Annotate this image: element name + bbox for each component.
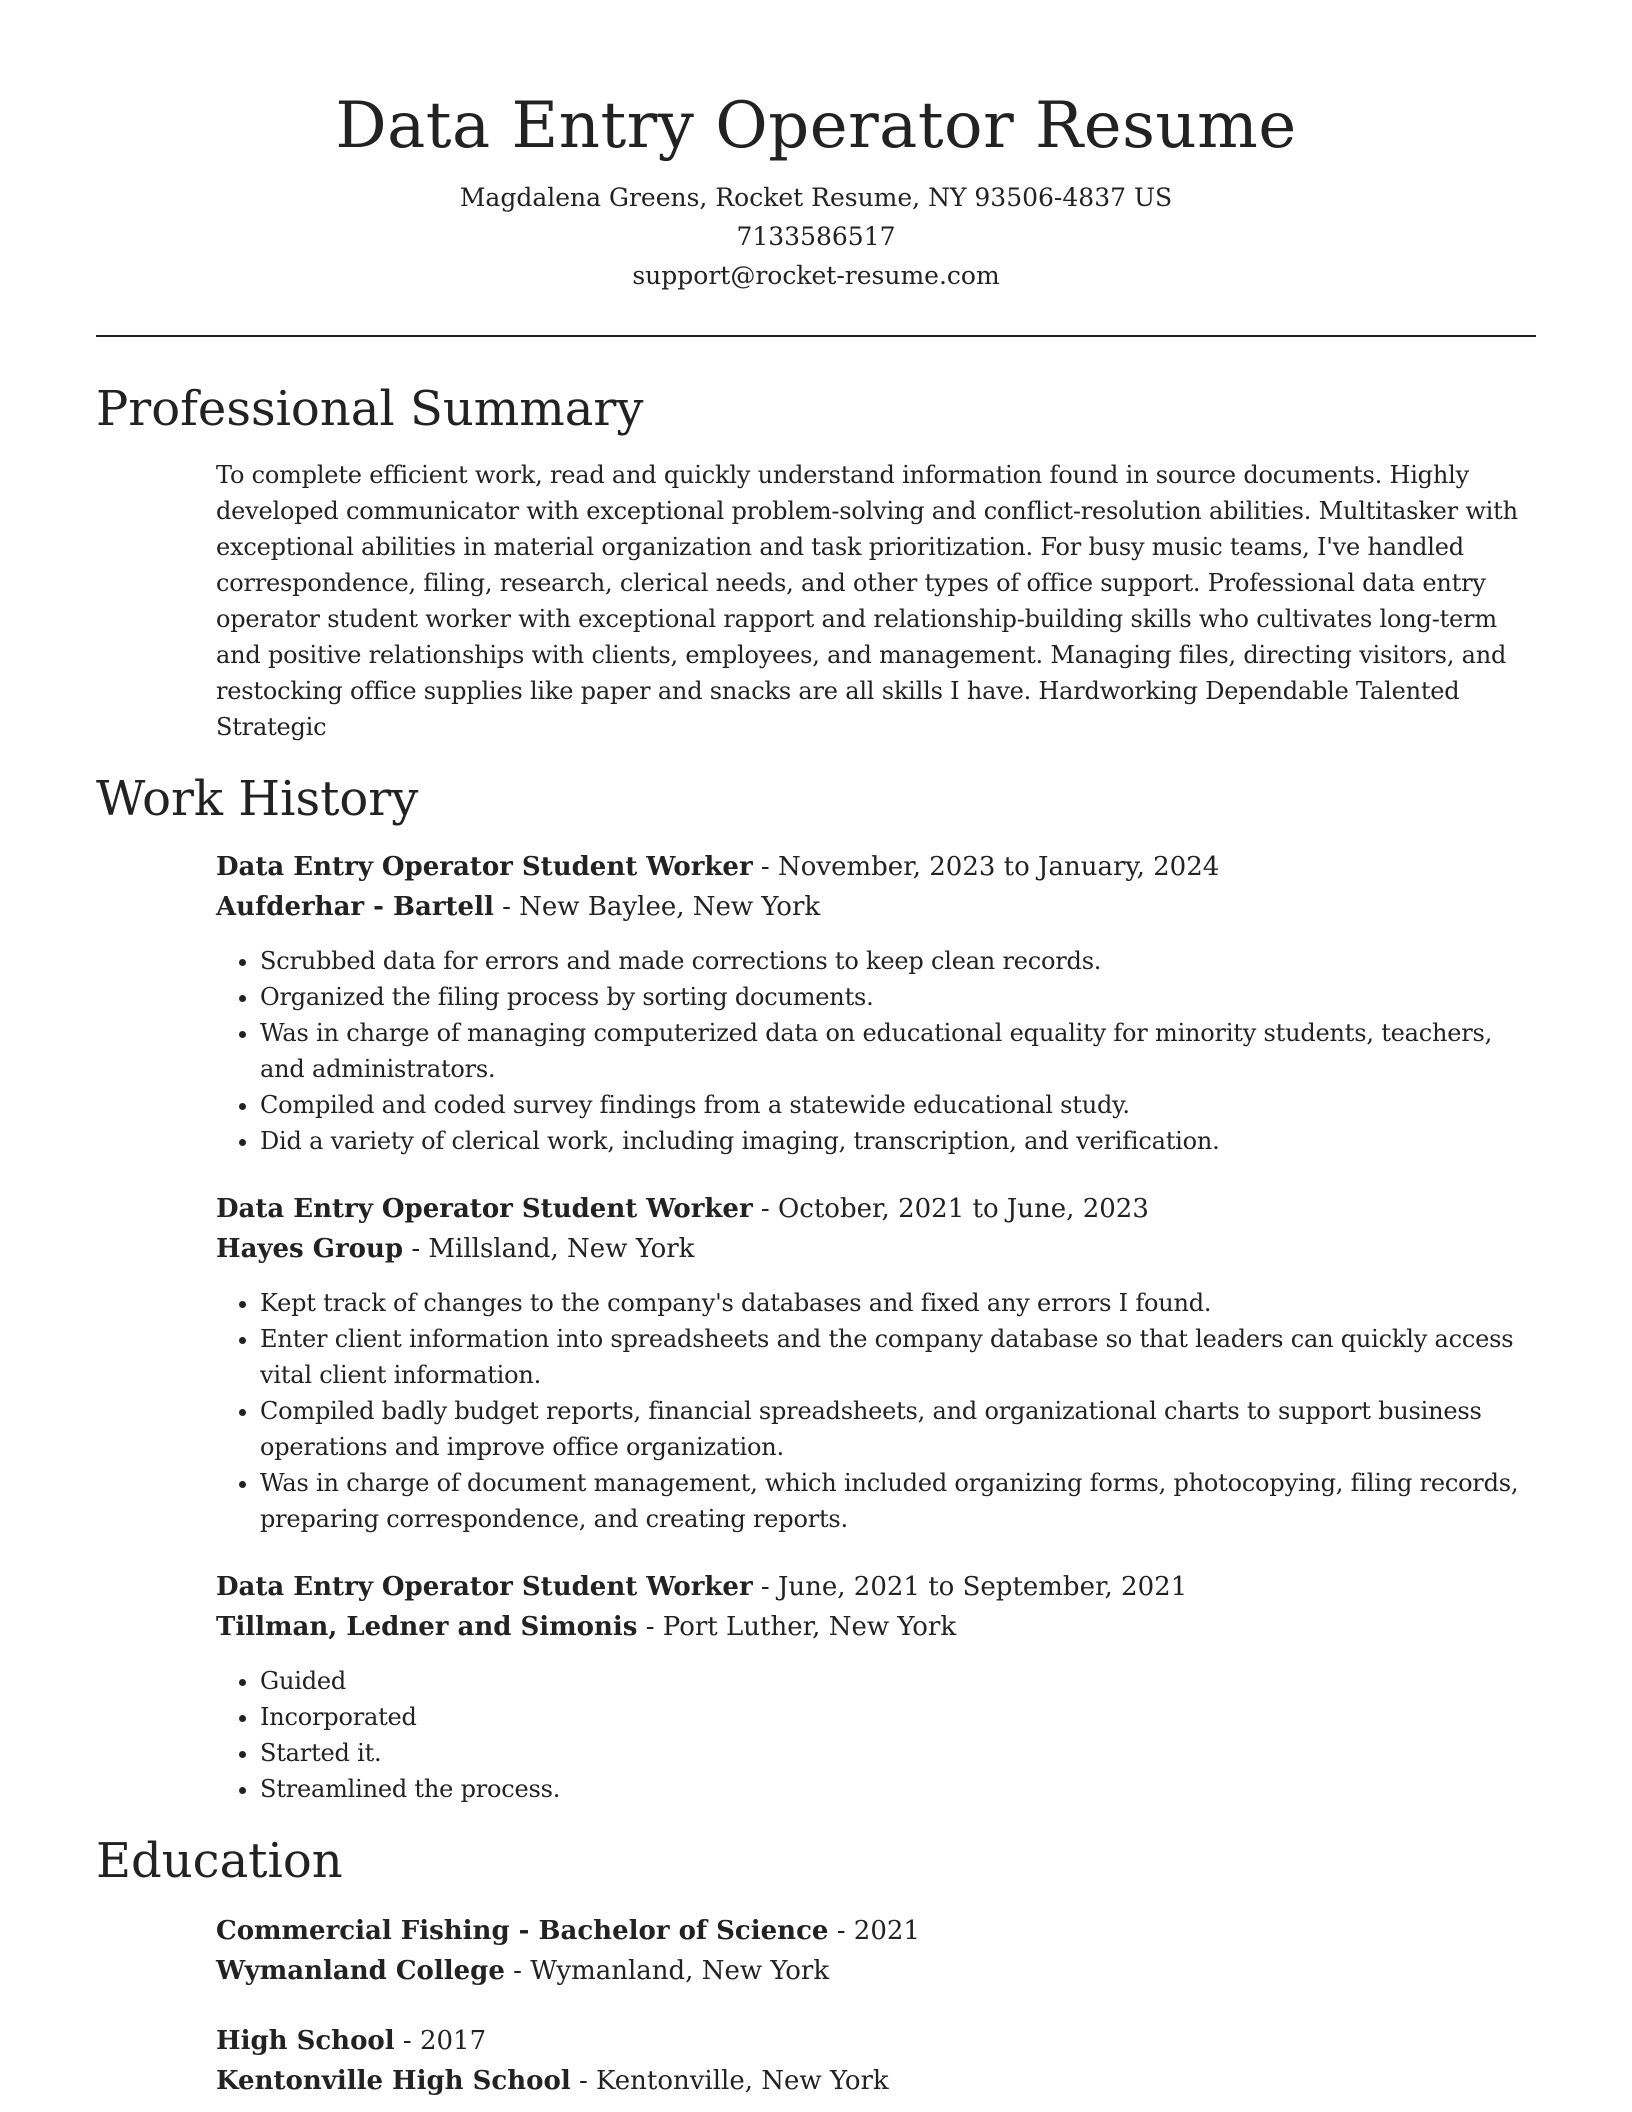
job-bullet: • Guided [260,1663,1536,1699]
job-title-line [216,1567,1536,1607]
job-company-line [216,1607,1536,1647]
job-bullet: • Scrubbed data for errors and made corrections to keep clean records. [260,943,1536,979]
job-company-line [216,887,1536,927]
job-bullets [216,943,1536,1159]
contact-address: Magdalena Greens, Rocket Resume, NY 93506-4837 US [459,183,1173,212]
summary-text: To complete efficient work, read and quickly understand information found in source documents. Highly developed communicator with exceptional problem-solving and conflict-resolution abilities. Multitasker with exceptional abilities in material organization and task prioritization. For busy music teams, I've handled correspondence, filing, research, clerical needs, and other types of office support. Professional data entry operator student worker with exceptional rapport and relationship-building skills who cultivates long-term and positive relationships with clients, employees, and management. Managing files, directing visitors, and restocking office supplies like paper and snacks are all skills I have. Hardworking Dependable Talented Strategic [216,461,1518,741]
education-school: Kentonville High School [216,2066,571,2096]
job-dates: - June, 2021 to September, 2021 [752,1572,1188,1602]
summary-heading: Professional Summary [96,381,644,437]
education-degree-line [216,2021,1536,2061]
job-bullet: • Compiled and coded survey findings from a statewide educational study. [260,1087,1536,1123]
summary-section [96,379,1536,745]
job-bullet: • Did a variety of clerical work, including imaging, transcription, and verification. [260,1123,1536,1159]
job-bullet: • Was in charge of document management, which included organizing forms, photocopying, filing records, preparing correspondence, and creating reports. [260,1465,1536,1537]
contact-phone: 7133586517 [736,222,896,251]
job-company-line [216,1229,1536,1269]
work-history-heading: Work History [96,771,419,827]
education-school-line [216,2061,1536,2101]
work-history-body [216,847,1536,1807]
resume-header [96,0,1536,295]
resume-page [96,0,1536,2101]
education-heading: Education [96,1833,343,1889]
header-divider [96,335,1536,337]
job-location: - Port Luther, New York [637,1612,957,1642]
job-bullets [216,1663,1536,1807]
job-bullet: • Was in charge of managing computerized data on educational equality for minority students, teachers, and administrators. [260,1015,1536,1087]
job-bullet: • Enter client information into spreadsheets and the company database so that leaders can quickly access vital client information. [260,1321,1536,1393]
job-title-line [216,1189,1536,1229]
education-degree: Commercial Fishing - Bachelor of Science [216,1916,829,1946]
job-bullets [216,1285,1536,1537]
job-dates: - October, 2021 to June, 2023 [752,1194,1149,1224]
job-entry [216,1567,1536,1807]
job-company: Tillman, Ledner and Simonis [216,1612,638,1642]
education-degree-line [216,1911,1536,1951]
job-dates: - November, 2023 to January, 2024 [752,852,1220,882]
job-bullet: • Started it. [260,1735,1536,1771]
education-body [216,1911,1536,2101]
job-title: Data Entry Operator Student Worker [216,1572,753,1602]
education-entry [216,1911,1536,1991]
job-entry [216,1189,1536,1537]
education-degree: High School [216,2026,395,2056]
summary-body [216,457,1536,745]
contact-block [96,178,1536,295]
job-bullet: • Kept track of changes to the company's databases and fixed any errors I found. [260,1285,1536,1321]
education-location: - Kentonville, New York [570,2066,889,2096]
work-history-section [96,769,1536,1807]
education-year: - 2021 [828,1916,920,1946]
job-company: Hayes Group [216,1234,404,1264]
education-year: - 2017 [394,2026,487,2056]
job-location: - New Baylee, New York [493,892,821,922]
job-bullet: • Organized the filing process by sorting documents. [260,979,1536,1015]
contact-email: support@rocket-resume.com [632,261,1000,290]
job-title: Data Entry Operator Student Worker [216,1194,753,1224]
education-section [96,1831,1536,2101]
job-entry [216,847,1536,1159]
education-location: - Wymanland, New York [504,1956,830,1986]
education-school-line [216,1951,1536,1991]
job-bullet: • Incorporated [260,1699,1536,1735]
job-company: Aufderhar - Bartell [216,892,494,922]
education-entry [216,2021,1536,2101]
job-bullet: • Compiled badly budget reports, financial spreadsheets, and organizational charts to support business operations and improve office organization. [260,1393,1536,1465]
job-title: Data Entry Operator Student Worker [216,852,753,882]
job-title-line [216,847,1536,887]
job-location: - Millsland, New York [403,1234,695,1264]
job-bullet: • Streamlined the process. [260,1771,1536,1807]
education-school: Wymanland College [216,1956,505,1986]
resume-title: Data Entry Operator Resume [335,89,1297,163]
